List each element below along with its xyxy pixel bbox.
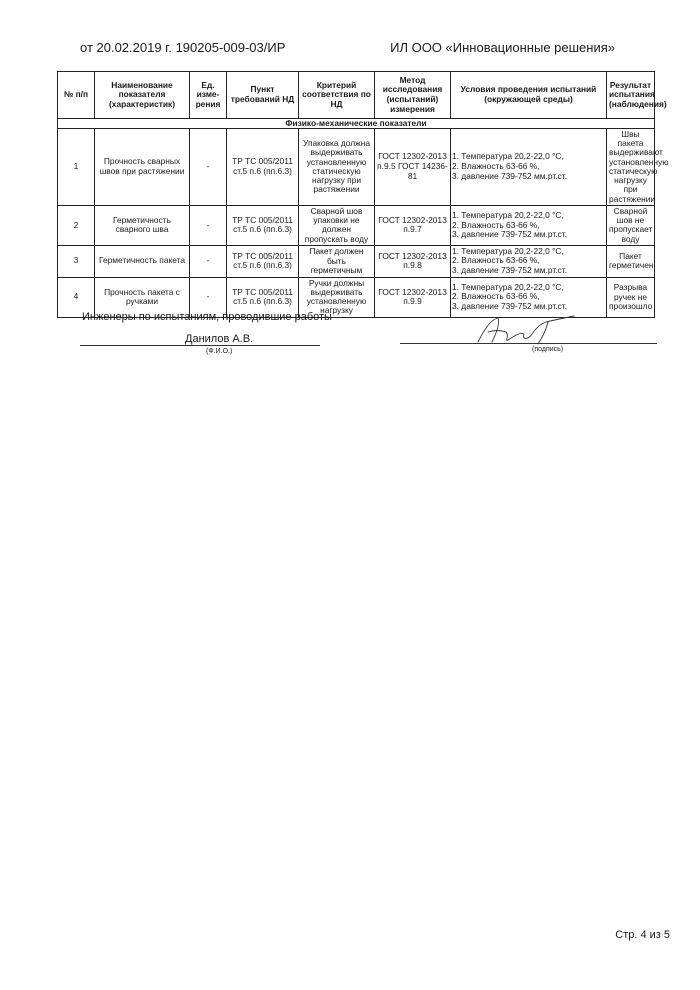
cell-method: ГОСТ 12302-2013 п.9.8 bbox=[375, 245, 451, 277]
cell-name: Герметичность сварного шва bbox=[95, 205, 190, 245]
cell-result: Пакет герметичен bbox=[607, 245, 655, 277]
cell-unit: - bbox=[190, 129, 227, 206]
signature-caption: (подпись) bbox=[532, 346, 564, 353]
cell-name: Прочность сварных швов при растяжении bbox=[95, 129, 190, 206]
section-row bbox=[58, 119, 655, 129]
condition-humidity: 2. Влажность 63-66 %, bbox=[452, 161, 540, 172]
signature-line bbox=[400, 343, 657, 344]
cell-method: ГОСТ 12302-2013 п.9.9 bbox=[375, 277, 451, 317]
cell-number: 2 bbox=[58, 205, 95, 245]
fio-caption: (Ф.И.О.) bbox=[206, 348, 233, 355]
cell-name: Герметичность пакета bbox=[95, 245, 190, 277]
col-header-conditions: Условия проведения испытаний (окружающей среды) bbox=[451, 72, 607, 119]
table-row bbox=[58, 129, 655, 206]
cell-result: Разрыва ручек не произошло bbox=[607, 277, 655, 317]
col-header-criterion: Критерий соответствия по НД bbox=[299, 72, 375, 119]
handwritten-signature bbox=[470, 310, 580, 350]
col-header-number: № п/п bbox=[58, 72, 95, 119]
table-row bbox=[58, 205, 655, 245]
cell-number: 4 bbox=[58, 277, 95, 317]
condition-pressure: 3. давление 739-752 мм.рт.ст. bbox=[452, 301, 567, 312]
condition-humidity: 2. Влажность 63-66 %, bbox=[452, 255, 540, 266]
cell-clause: ТР ТС 005/2011 ст.5 п.6 (пп.6.3) bbox=[227, 245, 299, 277]
cell-name: Прочность пакета с ручками bbox=[95, 277, 190, 317]
cell-number: 1 bbox=[58, 129, 95, 206]
cell-criterion: Ручки должны выдерживать установленную нагрузку bbox=[299, 277, 375, 317]
cell-unit: - bbox=[190, 205, 227, 245]
cell-criterion: Сварной шов упаковки не должен пропускать воду bbox=[299, 205, 375, 245]
condition-humidity: 2. Влажность 63-66 %, bbox=[452, 291, 540, 302]
col-header-result: Результат испытания (наблюдения) bbox=[607, 72, 655, 119]
engineer-name: Данилов А.В. bbox=[185, 333, 254, 345]
condition-temperature: 1. Температура 20,2-22,0 °С, bbox=[452, 245, 564, 256]
table-row bbox=[58, 245, 655, 277]
cell-clause: ТР ТС 005/2011 ст.5 п.6 (пп.6.3) bbox=[227, 205, 299, 245]
section-title: Физико-механические показатели bbox=[58, 119, 655, 129]
cell-number: 3 bbox=[58, 245, 95, 277]
condition-temperature: 1. Температура 20,2-22,0 °С, bbox=[452, 151, 564, 162]
condition-humidity: 2. Влажность 63-66 %, bbox=[452, 219, 540, 230]
col-header-clause: Пункт требований НД bbox=[227, 72, 299, 119]
condition-pressure: 3. давление 739-752 мм.рт.ст. bbox=[452, 265, 567, 276]
cell-conditions bbox=[451, 205, 607, 245]
cell-result: Швы пакета выдерживают установленную статическую нагрузку при растяжении bbox=[607, 129, 655, 206]
protocol-date-number: от 20.02.2019 г. 190205-009-03/ИР bbox=[80, 40, 286, 55]
condition-pressure: 3. давление 739-752 мм.рт.ст. bbox=[452, 229, 567, 240]
cell-method: ГОСТ 12302-2013 п.9.5 ГОСТ 14236-81 bbox=[375, 129, 451, 206]
cell-unit: - bbox=[190, 245, 227, 277]
col-header-name: Наименование показателя (характеристик) bbox=[95, 72, 190, 119]
engineers-label: Инженеры по испытаниям, проводившие работы bbox=[82, 311, 332, 323]
table-header-row bbox=[58, 72, 655, 119]
lab-name: ИЛ ООО «Инновационные решения» bbox=[390, 40, 615, 55]
cell-criterion: Пакет должен быть герметичным bbox=[299, 245, 375, 277]
results-table bbox=[57, 71, 669, 318]
cell-conditions bbox=[451, 129, 607, 206]
condition-pressure: 3. давление 739-752 мм.рт.ст. bbox=[452, 170, 567, 181]
col-header-unit: Ед. изме-рения bbox=[190, 72, 227, 119]
condition-temperature: 1. Температура 20,2-22,0 °С, bbox=[452, 281, 564, 292]
cell-method: ГОСТ 12302-2013 п.9.7 bbox=[375, 205, 451, 245]
col-header-method: Метод исследования (испытаний) измерения bbox=[375, 72, 451, 119]
cell-conditions bbox=[451, 245, 607, 277]
cell-unit: - bbox=[190, 277, 227, 317]
name-line bbox=[80, 345, 320, 346]
cell-result: Сварной шов не пропускает воду bbox=[607, 205, 655, 245]
cell-clause: ТР ТС 005/2011 ст.5 п.6 (пп.6.3) bbox=[227, 277, 299, 317]
condition-temperature: 1. Температура 20,2-22,0 °С, bbox=[452, 209, 564, 220]
page-number: Стр. 4 из 5 bbox=[615, 929, 670, 941]
cell-clause: ТР ТС 005/2011 ст.5 п.6 (пп.6.3) bbox=[227, 129, 299, 206]
cell-criterion: Упаковка должна выдерживать установленную статическую нагрузку при растяжении bbox=[299, 129, 375, 206]
